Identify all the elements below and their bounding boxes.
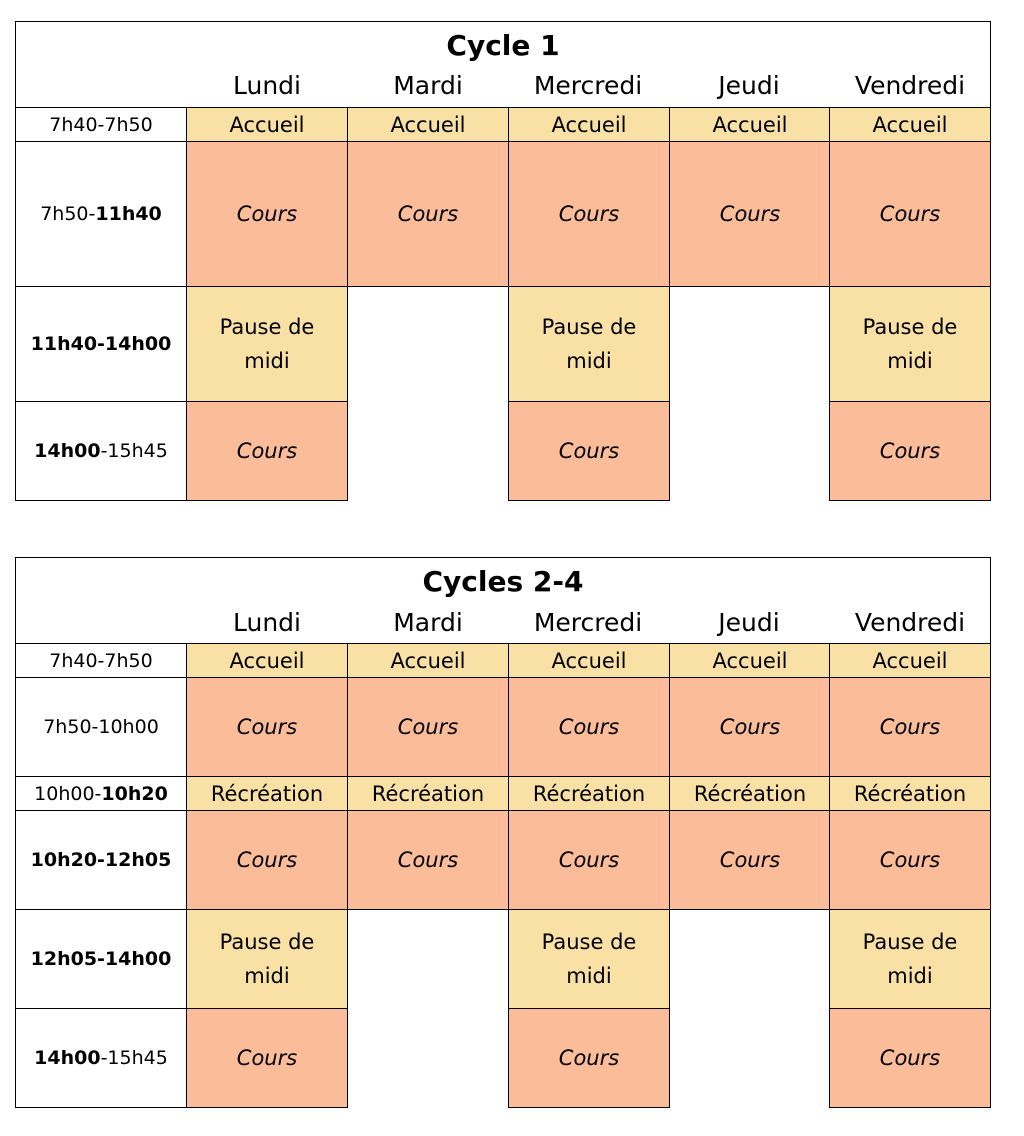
time-slot xyxy=(15,141,187,287)
time-label: 11h40-14h00 xyxy=(30,333,172,355)
cell-cours xyxy=(829,401,991,501)
day-header-lundi: Lundi xyxy=(233,608,301,637)
time-label: 10h00-10h20 xyxy=(34,782,168,805)
cell-pause-midi xyxy=(508,286,670,402)
cell-recreation xyxy=(829,776,991,811)
time-slot xyxy=(15,107,187,142)
schedule-cycles-2-4 xyxy=(15,557,991,1109)
cell-label: Cours xyxy=(236,1046,298,1070)
day-header-mardi: Mardi xyxy=(393,608,463,637)
cell-label: Cours xyxy=(719,715,781,739)
cell-cours xyxy=(829,141,991,287)
day-header-mardi: Mardi xyxy=(393,71,463,100)
time-label: 7h50-10h00 xyxy=(43,716,159,738)
cell-accueil xyxy=(829,107,991,142)
cell-label: Récréation xyxy=(210,781,324,806)
cell-label: Pause de xyxy=(862,315,958,339)
time-label: 10h20-12h05 xyxy=(30,849,172,871)
cell-recreation xyxy=(669,776,831,811)
day-header-jeudi: Jeudi xyxy=(718,608,780,637)
cell-recreation xyxy=(347,776,509,811)
cell-recreation xyxy=(186,776,348,811)
cell-label: Accueil xyxy=(390,112,466,137)
cell-accueil xyxy=(347,107,509,142)
cell-label: Cours xyxy=(397,202,459,226)
cell-label: Cours xyxy=(558,439,620,463)
cell-pause-midi xyxy=(186,286,348,402)
cell-label: Cours xyxy=(719,848,781,872)
cell-cours xyxy=(186,1008,348,1108)
cell-label: midi xyxy=(244,349,290,373)
cell-label: midi xyxy=(244,964,290,988)
cell-label: Accueil xyxy=(390,648,466,673)
cell-recreation xyxy=(508,776,670,811)
cell-label: Cours xyxy=(558,848,620,872)
time-label: 12h05-14h00 xyxy=(30,948,172,970)
cell-label: midi xyxy=(566,349,612,373)
schedule-cycle-1 xyxy=(15,21,991,501)
time-slot xyxy=(15,677,187,777)
cell-label: Accueil xyxy=(551,112,627,137)
cell-accueil xyxy=(186,643,348,678)
day-header-vendredi: Vendredi xyxy=(854,71,966,100)
cell-pause-midi xyxy=(829,909,991,1009)
cell-label: Cours xyxy=(236,848,298,872)
cell-cours xyxy=(508,1008,670,1108)
cell-pause-midi xyxy=(829,286,991,402)
cell-cours xyxy=(669,810,831,910)
time-slot xyxy=(15,1008,187,1108)
time-slot xyxy=(15,810,187,910)
schedule-title: Cycle 1 xyxy=(446,29,560,62)
day-header-lundi: Lundi xyxy=(233,71,301,100)
cell-label: Récréation xyxy=(693,781,807,806)
cell-label: Pause de xyxy=(541,930,637,954)
cell-cours xyxy=(508,401,670,501)
time-label: 14h00-15h45 xyxy=(34,1047,168,1069)
time-label: 7h40-7h50 xyxy=(49,113,153,136)
cell-cours xyxy=(829,810,991,910)
time-slot xyxy=(15,776,187,811)
cell-cours xyxy=(669,677,831,777)
cell-accueil xyxy=(508,107,670,142)
day-header-jeudi: Jeudi xyxy=(718,71,780,100)
cell-label: midi xyxy=(566,964,612,988)
time-label: 14h00-15h45 xyxy=(34,440,168,462)
cell-cours xyxy=(186,401,348,501)
cell-accueil xyxy=(347,643,509,678)
cell-label: Cours xyxy=(879,715,941,739)
cell-label: Pause de xyxy=(219,315,315,339)
cell-label: Cours xyxy=(397,848,459,872)
cell-label: Pause de xyxy=(219,930,315,954)
cell-label: Cours xyxy=(879,1046,941,1070)
cell-cours xyxy=(508,810,670,910)
cell-label: Cours xyxy=(236,715,298,739)
cell-label: Cours xyxy=(879,848,941,872)
cell-accueil xyxy=(508,643,670,678)
cell-label: Cours xyxy=(236,439,298,463)
cell-label: Pause de xyxy=(541,315,637,339)
cell-label: Accueil xyxy=(872,648,948,673)
cell-label: Cours xyxy=(236,202,298,226)
cell-label: midi xyxy=(887,964,933,988)
cell-cours xyxy=(829,677,991,777)
cell-label: Accueil xyxy=(229,112,305,137)
cell-label: Cours xyxy=(879,202,941,226)
cell-label: Accueil xyxy=(872,112,948,137)
cell-cours xyxy=(669,141,831,287)
time-slot xyxy=(15,909,187,1009)
cell-label: Accueil xyxy=(551,648,627,673)
cell-accueil xyxy=(669,107,831,142)
day-header-mercredi: Mercredi xyxy=(533,608,643,637)
cell-label: Cours xyxy=(558,202,620,226)
cell-pause-midi xyxy=(186,909,348,1009)
cell-cours xyxy=(186,141,348,287)
cell-cours xyxy=(347,141,509,287)
cell-label: Cours xyxy=(397,715,459,739)
cell-label: Cours xyxy=(879,439,941,463)
cell-cours xyxy=(508,141,670,287)
cell-label: Accueil xyxy=(712,112,788,137)
cell-cours xyxy=(508,677,670,777)
day-header-mercredi: Mercredi xyxy=(533,71,643,100)
cell-label: Accueil xyxy=(229,648,305,673)
cell-cours xyxy=(347,810,509,910)
cell-pause-midi xyxy=(508,909,670,1009)
cell-label: Pause de xyxy=(862,930,958,954)
cell-label: Récréation xyxy=(371,781,485,806)
cell-label: Récréation xyxy=(853,781,967,806)
cell-label: Cours xyxy=(558,1046,620,1070)
cell-label: Cours xyxy=(558,715,620,739)
cell-cours xyxy=(186,677,348,777)
cell-cours xyxy=(829,1008,991,1108)
cell-cours xyxy=(186,810,348,910)
time-label: 7h40-7h50 xyxy=(49,649,153,672)
cell-label: Récréation xyxy=(532,781,646,806)
cell-label: midi xyxy=(887,349,933,373)
cell-cours xyxy=(347,677,509,777)
cell-label: Accueil xyxy=(712,648,788,673)
time-slot xyxy=(15,643,187,678)
schedule-title: Cycles 2-4 xyxy=(422,565,584,598)
cell-accueil xyxy=(186,107,348,142)
time-slot xyxy=(15,401,187,501)
time-slot xyxy=(15,286,187,402)
time-label: 7h50-11h40 xyxy=(40,203,162,225)
cell-accueil xyxy=(669,643,831,678)
cell-label: Cours xyxy=(719,202,781,226)
day-header-vendredi: Vendredi xyxy=(854,608,966,637)
cell-accueil xyxy=(829,643,991,678)
